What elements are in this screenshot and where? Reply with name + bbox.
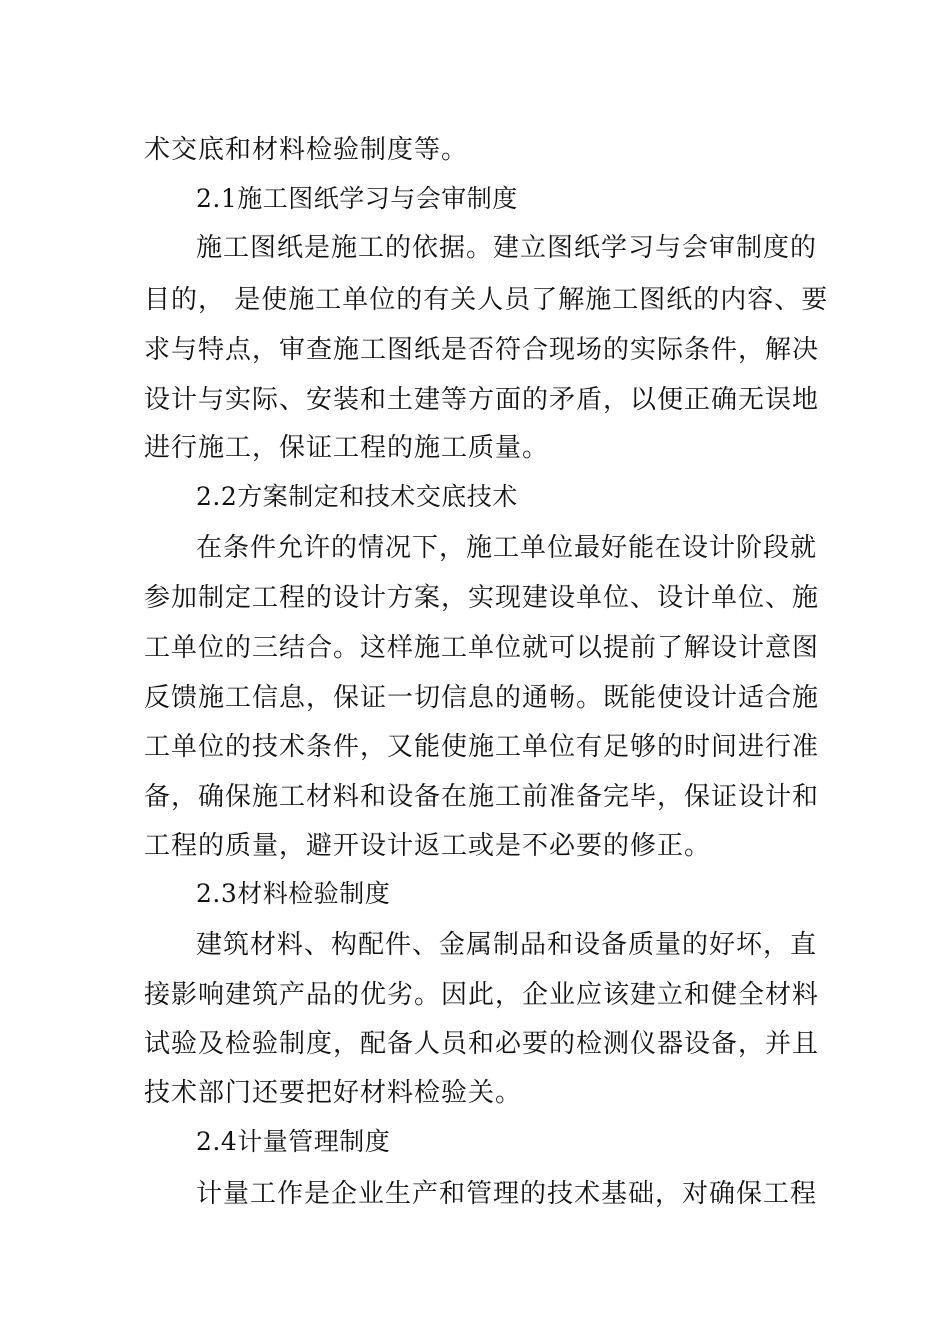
paragraph-line: 建筑材料、构配件、金属制品和设备质量的好坏，直 — [196, 930, 818, 960]
paragraph-line: 计量工作是企业生产和管理的技术基础，对确保工程 — [196, 1179, 818, 1209]
paragraph-line: 工程的质量，避开设计返工或是不必要的修正。 — [144, 831, 712, 861]
paragraph-line: 备，确保施工材料和设备在施工前准备完毕，保证设计和 — [144, 782, 820, 812]
paragraph-line: 接影响建筑产品的优劣。因此，企业应该建立和健全材料 — [144, 980, 820, 1010]
paragraph-line: 术交底和材料检验制度等。 — [144, 135, 469, 165]
paragraph-line: 技术部门还要把好材料检验关。 — [144, 1078, 523, 1108]
section-heading-2-4: 2.4计量管理制度 — [196, 1127, 391, 1156]
section-heading-2-1: 2.1施工图纸学习与会审制度 — [196, 184, 518, 213]
paragraph-line: 反馈施工信息，保证一切信息的通畅。既能使设计适合施 — [144, 683, 820, 713]
paragraph-line: 参加制定工程的设计方案，实现建设单位、设计单位、施 — [144, 583, 820, 613]
paragraph-line: 工单位的三结合。这样施工单位就可以提前了解设计意图 — [144, 633, 820, 663]
paragraph-line: 求与特点，审查施工图纸是否符合现场的实际条件，解决 — [144, 335, 820, 365]
section-heading-2-2: 2.2方案制定和技术交底技术 — [196, 482, 518, 511]
paragraph-line: 目的， 是使施工单位的有关人员了解施工图纸的内容、要 — [144, 285, 829, 315]
paragraph-line: 进行施工，保证工程的施工质量。 — [144, 433, 550, 463]
paragraph-line: 设计与实际、安装和土建等方面的矛盾，以便正确无误地 — [144, 385, 820, 415]
paragraph-line: 在条件允许的情况下，施工单位最好能在设计阶段就 — [196, 533, 818, 563]
paragraph-line: 施工图纸是施工的依据。建立图纸学习与会审制度的 — [196, 233, 818, 263]
paragraph-line: 工单位的技术条件，又能使施工单位有足够的时间进行准 — [144, 732, 820, 762]
paragraph-line: 试验及检验制度，配备人员和必要的检测仪器设备，并且 — [144, 1029, 820, 1059]
section-heading-2-3: 2.3材料检验制度 — [196, 879, 391, 908]
